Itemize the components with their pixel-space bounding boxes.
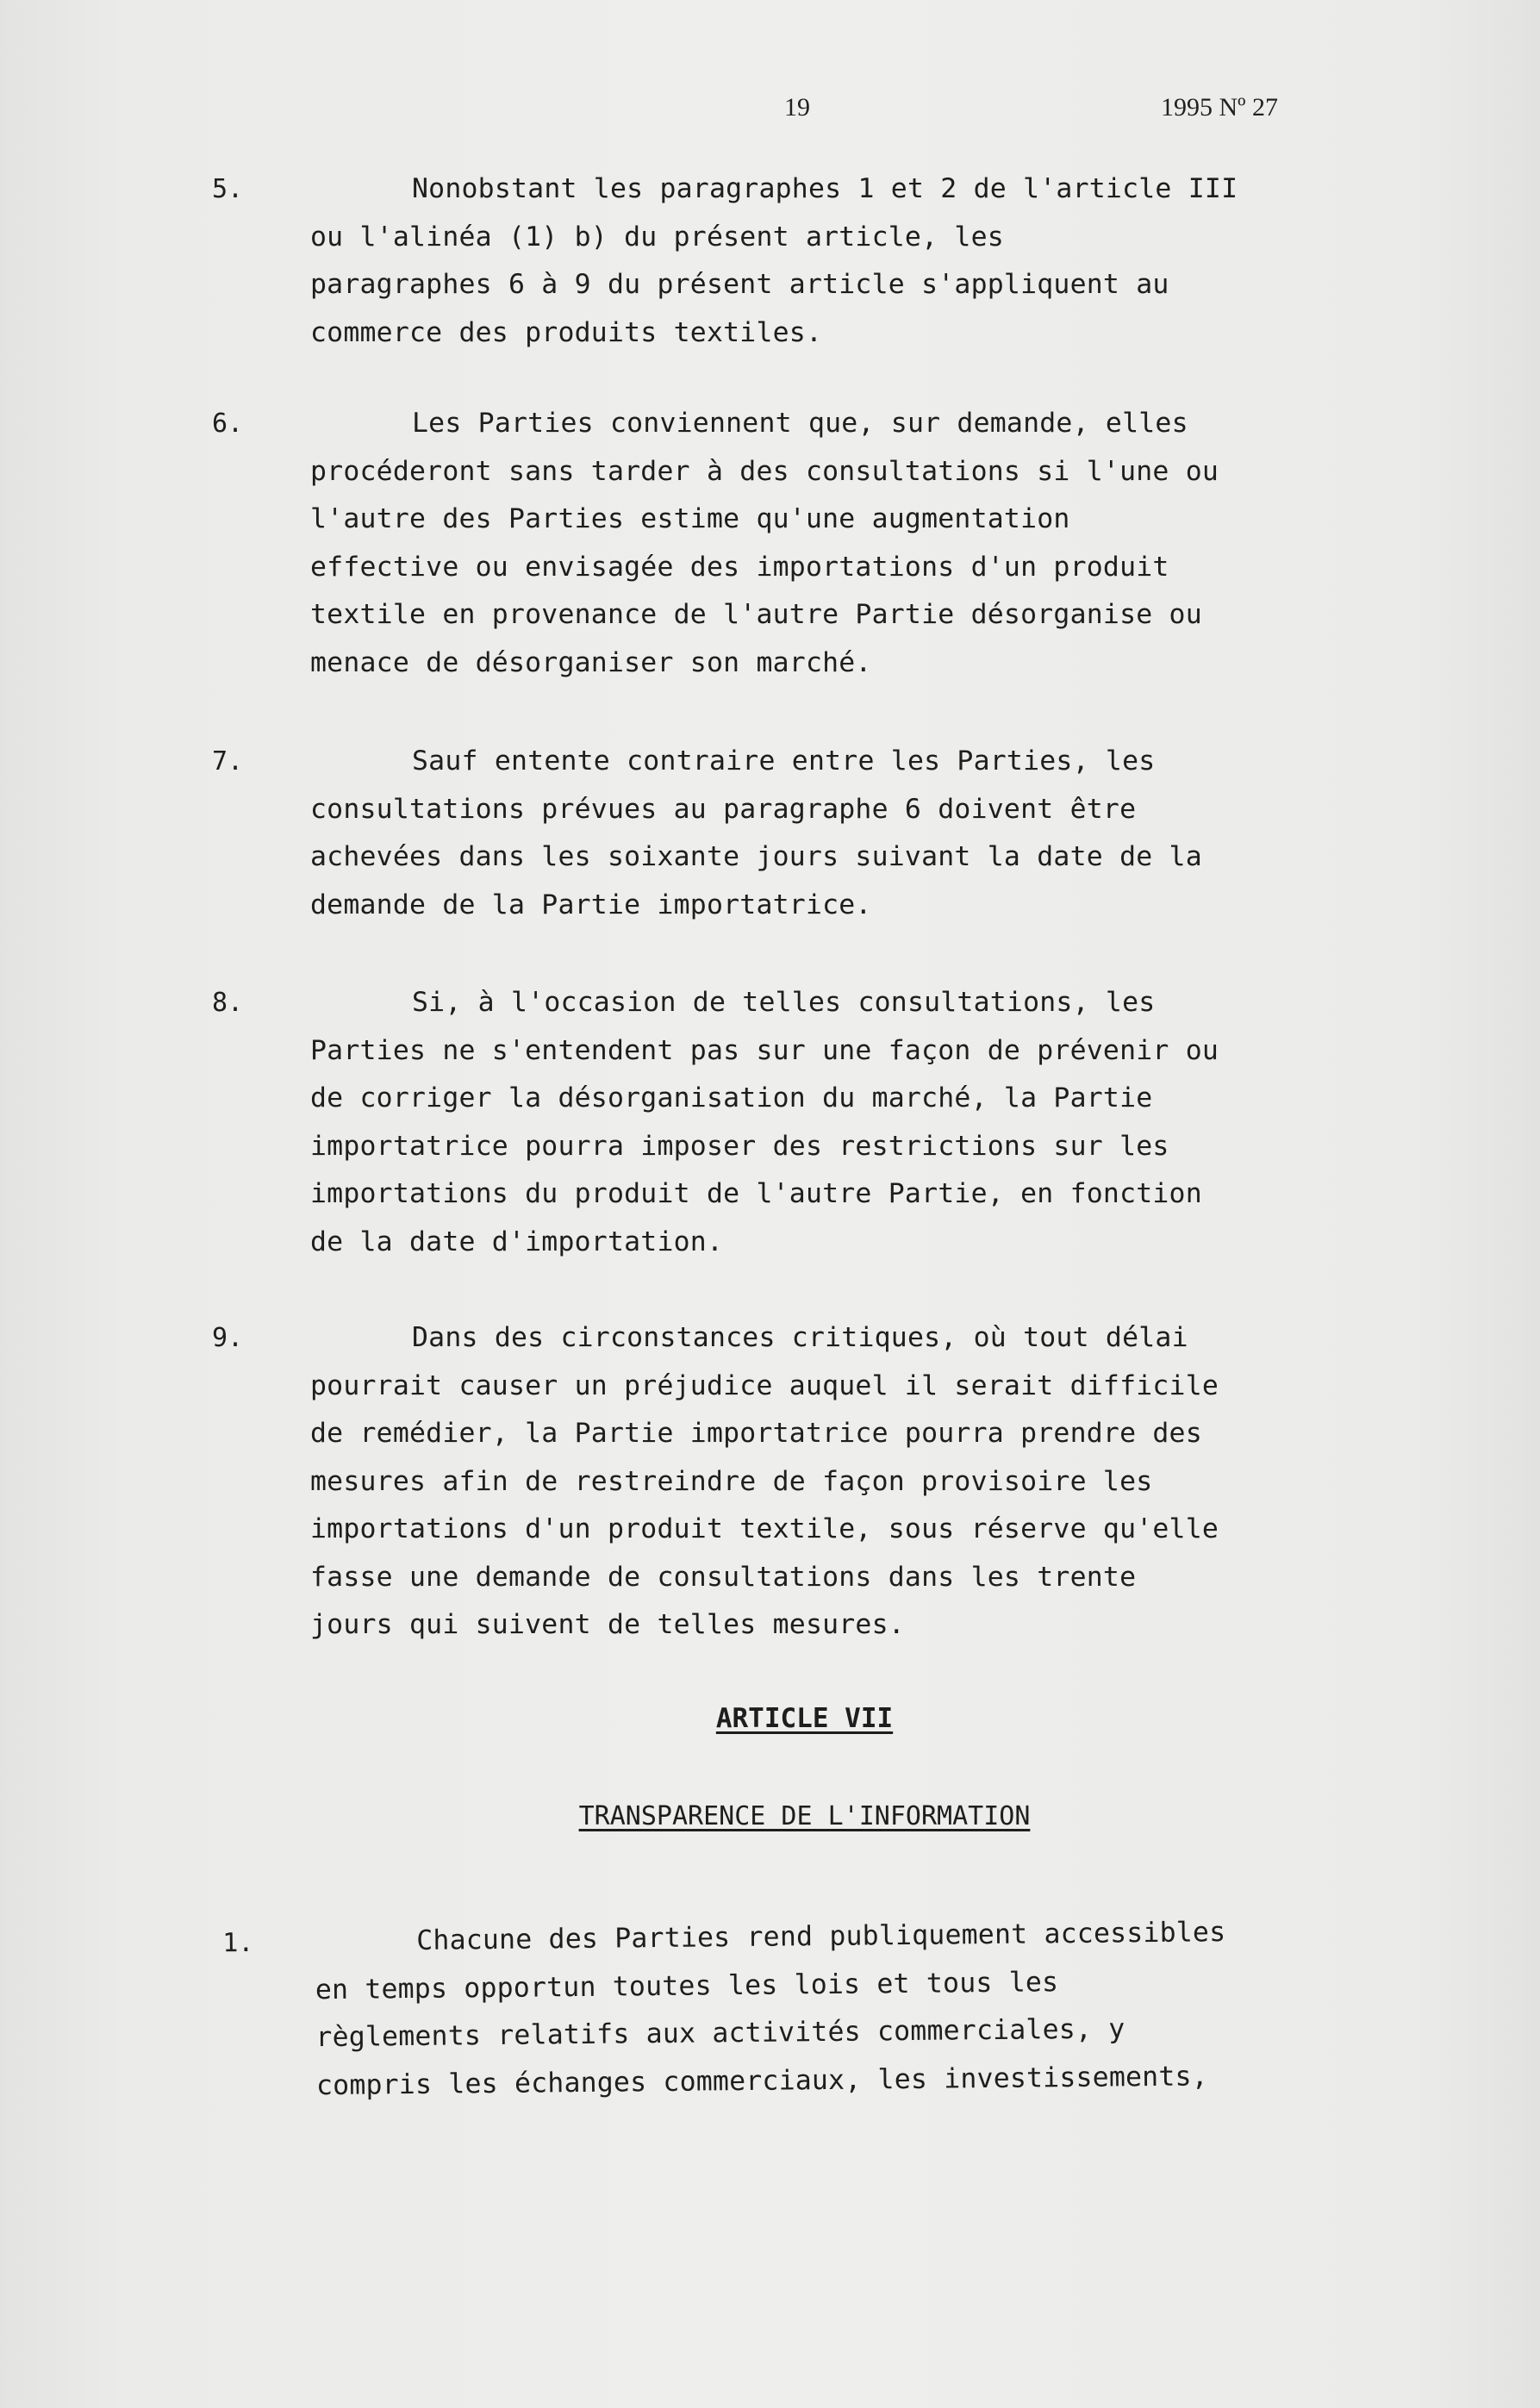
paragraph-line: en temps opportun toutes les lois et tous les [315,1966,1059,2006]
paragraph-line: mesures afin de restreindre de façon provisoire les [310,1465,1153,1497]
document-reference: 1995 Nº 27 [1161,93,1278,122]
paragraph-line: règlements relatifs aux activités commerciales, y [315,2013,1125,2054]
paragraph-line: menace de désorganiser son marché. [310,646,872,678]
paragraph-line: Nonobstant les paragraphes 1 et 2 de l'article III [412,173,1238,204]
paragraph-line: textile en provenance de l'autre Partie désorganise ou [310,599,1202,630]
paragraph-text [310,1314,1405,1650]
paragraph-line: Parties ne s'entendent pas sur une façon de prévenir ou [310,1034,1219,1066]
paragraph-line: commerce des produits textiles. [310,316,823,348]
paragraph-number: 1. [222,1927,254,1959]
paragraph-line: Dans des circonstances critiques, où tout délai [412,1322,1188,1353]
paragraph-line: paragraphes 6 à 9 du présent article s'appliquent au [310,269,1169,300]
paragraph-line: pourrait causer un préjudice auquel il serait difficile [310,1369,1219,1401]
paragraph-number: 6. [212,409,244,439]
article-paragraph-1 [0,1906,1540,2101]
paragraph-number: 7. [212,746,244,777]
paragraph-line: Si, à l'occasion de telles consultations, les [412,987,1156,1018]
paragraph-text [310,165,1405,357]
paragraph-line: importatrice pourra imposer des restrictions sur les [310,1130,1169,1162]
paragraph-number: 8. [212,988,244,1018]
paragraph-text [315,1907,1411,2110]
page-number: 19 [784,93,810,122]
article-title: ARTICLE VII [715,1703,894,1734]
paragraph-line: importations d'un produit textile, sous réserve qu'elle [310,1513,1219,1544]
paragraph-text [310,738,1405,929]
paragraph-line: consultations prévues au paragraphe 6 doivent être [310,793,1137,825]
paragraph-line: Les Parties conviennent que, sur demande, elles [412,408,1188,439]
paragraph-number: 9. [212,1323,244,1353]
paragraph-line: de corriger la désorganisation du marché, la Partie [310,1082,1153,1114]
paragraph-line: jours qui suivent de telles mesures. [310,1609,905,1640]
paragraph-line: de la date d'importation. [310,1226,724,1257]
paragraph-line: effective ou envisagée des importations d'un produit [310,551,1169,583]
paragraph-line: Chacune des Parties rend publiquement accessibles [416,1917,1226,1956]
paragraph-line: procéderont sans tarder à des consultations si l'une ou [310,455,1219,487]
paragraph-line: ou l'alinéa (1) b) du présent article, les [310,221,1004,253]
paragraph-text [310,400,1405,687]
paragraph-line: achevées dans les soixante jours suivant la date de la [310,841,1202,872]
paragraph-line: l'autre des Parties estime qu'une augmentation [310,503,1070,534]
section-title: TRANSPARENCE DE L'INFORMATION [578,1801,1031,1831]
paragraph-line: importations du produit de l'autre Partie, en fonction [310,1178,1202,1209]
paragraph-line: demande de la Partie importatrice. [310,889,872,920]
paragraph-text [310,979,1405,1266]
paragraph-line: de remédier, la Partie importatrice pourra prendre des [310,1418,1202,1449]
paragraph-number: 5. [212,174,244,204]
paragraph-line: fasse une demande de consultations dans les trente [310,1561,1137,1593]
paragraph-line: Sauf entente contraire entre les Parties, les [412,745,1156,777]
paragraph-line: compris les échanges commerciaux, les investissements, [315,2060,1209,2101]
